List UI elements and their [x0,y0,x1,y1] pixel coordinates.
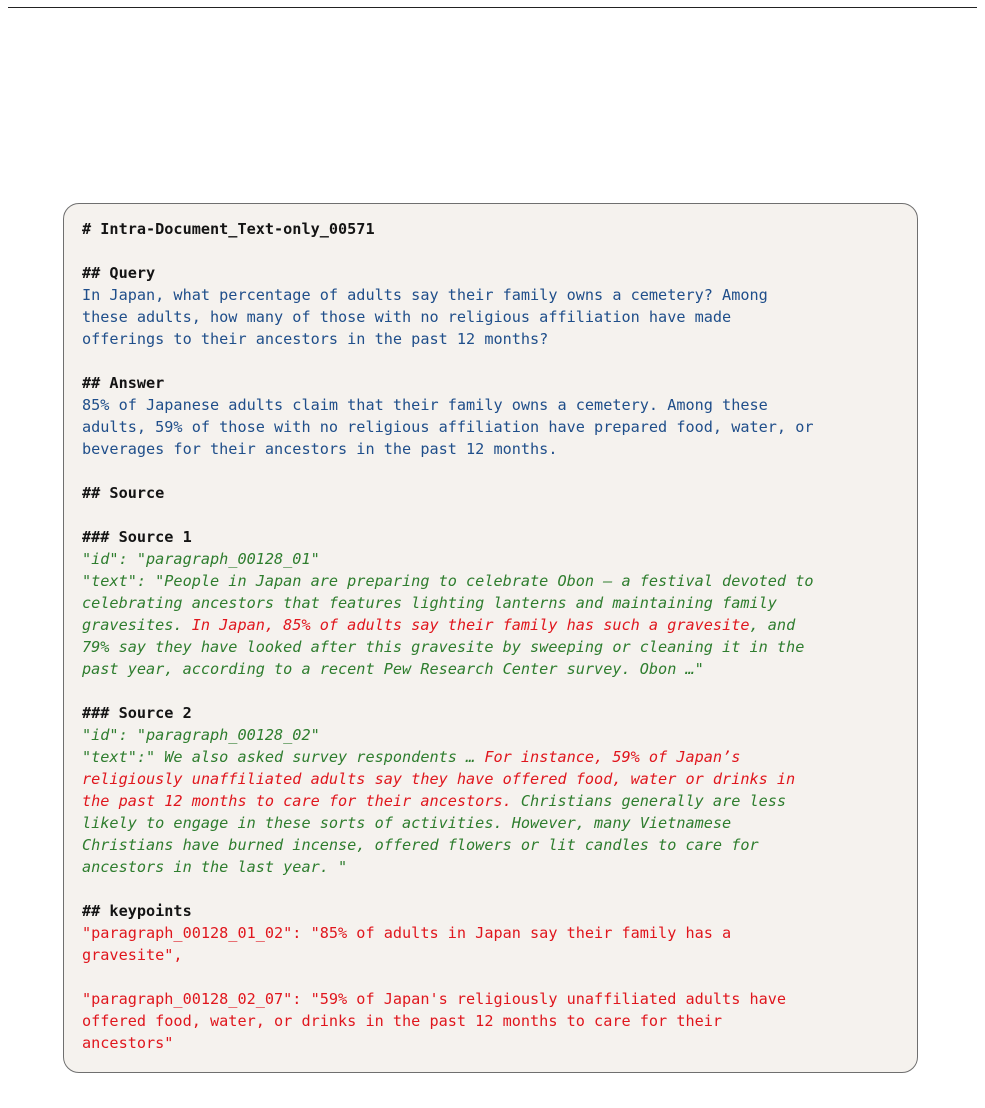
source2-text-line: ancestors in the last year. " [82,858,348,876]
source1-text-segment: , and [749,616,796,634]
source1-text-line: 79% say they have looked after this gravesite by sweeping or cleaning it in the [82,638,805,656]
source1-text-line: "text": "People in Japan are preparing to celebrate Obon – a festival devoted to [82,572,814,590]
keypoints-heading: ## keypoints [82,902,192,920]
source2-text-segment: "text":" We also asked survey respondents … [82,748,485,766]
source2-highlight-line: religiously unaffiliated adults say they have offered food, water or drinks in [82,770,796,788]
keypoint-line: "paragraph_00128_02_07": "59% of Japan's religiously unaffiliated adults have [82,990,787,1008]
source2-highlight: the past 12 months to care for their ancestors. [82,792,512,810]
answer-line: adults, 59% of those with no religious affiliation have prepared food, water, or [82,418,814,436]
answer-heading: ## Answer [82,374,165,392]
source1-text-line [82,614,899,636]
keypoint-line: ancestors" [82,1034,174,1052]
query-line: offerings to their ancestors in the past 12 months? [82,330,549,348]
source1-id: "id": "paragraph_00128_01" [82,550,320,568]
source1-highlight: In Japan, 85% of adults say their family has such a gravesite [191,616,750,634]
source2-text-line: likely to engage in these sorts of activities. However, many Vietnamese [82,814,732,832]
source2-highlight: For instance, 59% of Japan’s [484,748,741,766]
source2-text-line [82,746,899,768]
record-title: # Intra-Document_Text-only_00571 [82,220,375,238]
answer-line: beverages for their ancestors in the past 12 months. [82,440,558,458]
source1-heading: ### Source 1 [82,528,192,546]
source2-heading: ### Source 2 [82,704,192,722]
source2-id: "id": "paragraph_00128_02" [82,726,320,744]
source-heading: ## Source [82,484,165,502]
source1-text-line: celebrating ancestors that features lighting lanterns and maintaining family [82,594,777,612]
query-heading: ## Query [82,264,156,282]
source1-text-line: past year, according to a recent Pew Research Center survey. Obon …" [82,660,704,678]
source2-text-line: Christians have burned incense, offered flowers or lit candles to care for [82,836,759,854]
record-card [63,203,918,1073]
keypoint-line: gravesite", [82,946,183,964]
keypoint-line: "paragraph_00128_01_02": "85% of adults in Japan say their family has a [82,924,732,942]
source2-text-segment: Christians generally are less [511,792,787,810]
source2-text-line [82,790,899,812]
keypoint-line: offered food, water, or drinks in the past 12 months to care for their [82,1012,723,1030]
query-line: In Japan, what percentage of adults say their family owns a cemetery? Among [82,286,768,304]
source1-text-segment: gravesites. [82,616,192,634]
top-divider [8,7,977,8]
query-line: these adults, how many of those with no religious affiliation have made [82,308,732,326]
answer-line: 85% of Japanese adults claim that their family owns a cemetery. Among these [82,396,768,414]
